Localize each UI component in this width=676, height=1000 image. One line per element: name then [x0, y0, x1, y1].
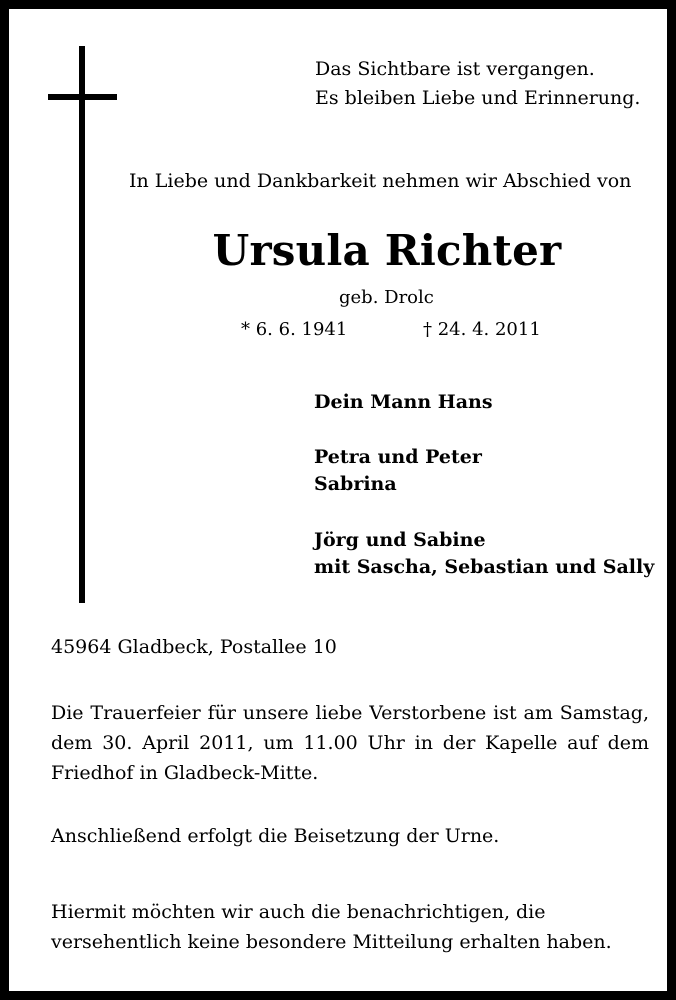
cross-icon-bar [48, 94, 117, 100]
death-date: † 24. 4. 2011 [423, 319, 541, 340]
born-name: geb. Drolc [339, 287, 434, 308]
family-member: Petra und Peter [314, 446, 482, 468]
motto-line-1: Das Sichtbare ist vergangen. [315, 58, 595, 80]
family-member: mit Sascha, Sebastian und Sally [314, 556, 655, 578]
family-member: Dein Mann Hans [314, 391, 493, 413]
intro-text: In Liebe und Dankbarkeit nehmen wir Abschied von [129, 170, 632, 192]
motto-line-2: Es bleiben Liebe und Erinnerung. [315, 87, 641, 109]
burial-info: Anschließend erfolgt die Beisetzung der Urne. [51, 825, 500, 847]
birth-date: * 6. 6. 1941 [241, 319, 348, 340]
address: 45964 Gladbeck, Postallee 10 [51, 636, 337, 658]
funeral-info: Die Trauerfeier für unsere liebe Verstorbene ist am Samstag, dem 30. April 2011, um 11.00 Uhr in der Kapelle auf dem Friedhof in Gladbeck-Mitte. [51, 702, 649, 784]
family-member: Sabrina [314, 473, 397, 495]
deceased-name: Ursula Richter [212, 226, 562, 275]
family-member: Jörg und Sabine [314, 529, 486, 551]
cross-icon [79, 46, 85, 603]
closing-text: Hiermit möchten wir auch die benachrichtigen, die versehentlich keine besondere Mitteilung erhalten haben. [51, 901, 612, 953]
